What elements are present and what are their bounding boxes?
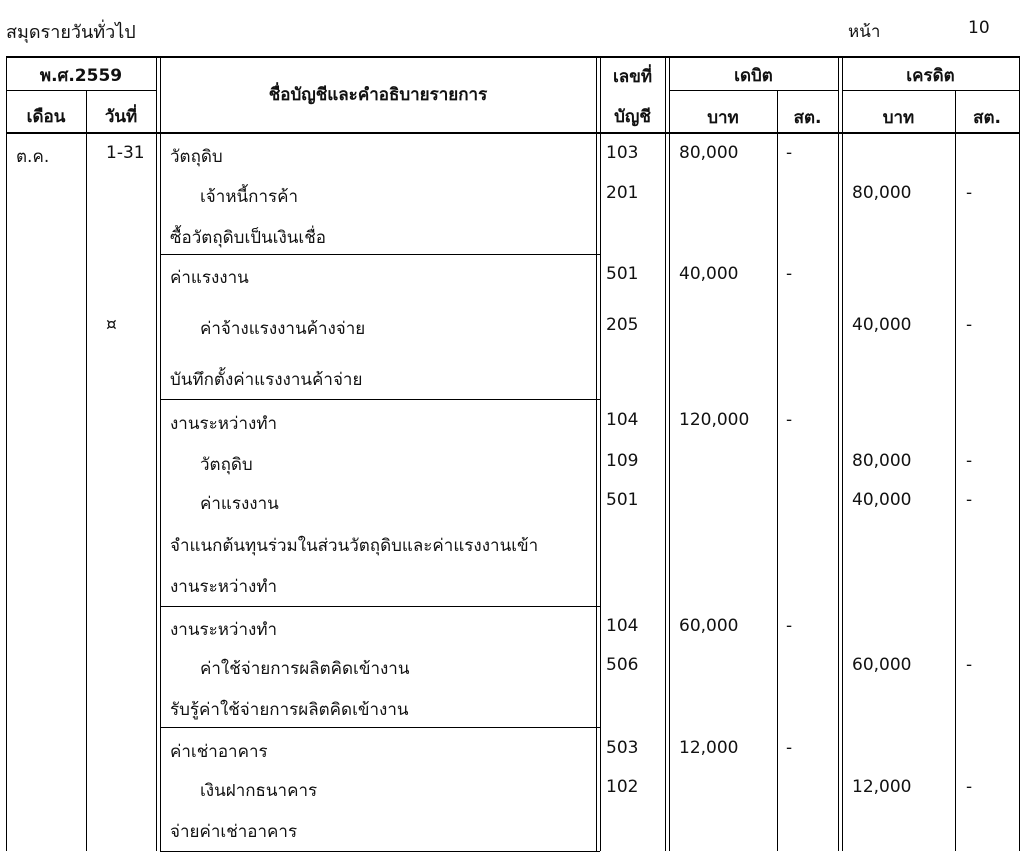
row-credit-amount: 80,000 <box>852 183 912 203</box>
row-description: วัตถุดิบ <box>170 147 223 167</box>
column-rule <box>160 56 161 851</box>
row-description: ค่าแรงงาน <box>200 494 279 514</box>
row-account-number: 103 <box>606 143 639 163</box>
header-day: วันที่ <box>104 107 138 127</box>
row-debit-satang: - <box>786 738 793 758</box>
row-credit-satang: - <box>966 315 973 335</box>
column-rule <box>600 56 601 851</box>
row-description: บันทึกตั้งค่าแรงงานค้าจ่าย <box>170 370 363 390</box>
row-account-number: 503 <box>606 738 639 758</box>
row-account-number: 201 <box>606 183 639 203</box>
row-description: เจ้าหนี้การค้า <box>200 187 299 207</box>
row-description: วัตถุดิบ <box>200 455 253 475</box>
column-rule <box>86 90 87 851</box>
row-credit-amount: 40,000 <box>852 490 912 510</box>
row-account-number: 104 <box>606 616 639 636</box>
row-description: ซื้อวัตถุดิบเป็นเงินเชื่อ <box>170 228 326 248</box>
header-debit-baht: บาท <box>707 108 739 128</box>
header-account-description: ชื่อบัญชีและคำอธิบายรายการ <box>268 85 488 105</box>
row-month: ต.ค. <box>16 147 50 167</box>
column-rule <box>6 56 7 851</box>
row-day: ¤ <box>106 315 117 335</box>
row-account-number: 205 <box>606 315 639 335</box>
column-rule <box>842 56 843 851</box>
row-description: ค่าจ้างแรงงานค้างจ่าย <box>200 319 366 339</box>
column-rule <box>669 56 670 851</box>
column-rule <box>777 90 778 851</box>
row-description: งานระหว่างทำ <box>170 414 278 434</box>
entry-separator <box>160 399 600 400</box>
row-credit-satang: - <box>966 777 973 797</box>
column-rule <box>955 90 956 851</box>
row-debit-amount: 40,000 <box>679 264 739 284</box>
row-credit-amount: 40,000 <box>852 315 912 335</box>
page-number: 10 <box>968 18 990 38</box>
row-account-number: 102 <box>606 777 639 797</box>
header-ref-line2: บัญชี <box>614 107 651 127</box>
header-bottom-border <box>6 132 1020 134</box>
header-credit-baht: บาท <box>882 108 915 128</box>
header-credit: เครดิต <box>906 66 955 86</box>
row-debit-amount: 120,000 <box>679 410 750 430</box>
row-description: ค่าใช้จ่ายการผลิตคิดเข้างาน <box>200 659 410 679</box>
row-description: จำแนกต้นทุนร่วมในส่วนวัตถุดิบและค่าแรงงานเข้า <box>170 536 539 556</box>
row-credit-amount: 12,000 <box>852 777 912 797</box>
row-account-number: 506 <box>606 655 639 675</box>
column-rule <box>596 56 597 851</box>
header-debit-satang: สต. <box>793 108 822 128</box>
row-debit-amount: 12,000 <box>679 738 739 758</box>
row-account-number: 104 <box>606 410 639 430</box>
column-rule <box>665 56 666 851</box>
entry-separator <box>160 851 600 852</box>
header-divider <box>670 90 838 91</box>
row-account-number: 501 <box>606 264 639 284</box>
header-divider <box>843 90 1020 91</box>
column-rule <box>156 56 157 851</box>
row-debit-satang: - <box>786 410 793 430</box>
row-debit-amount: 80,000 <box>679 143 739 163</box>
row-credit-amount: 60,000 <box>852 655 912 675</box>
header-month: เดือน <box>26 107 66 127</box>
row-debit-satang: - <box>786 143 793 163</box>
column-rule <box>1019 56 1020 851</box>
row-description: ค่าเช่าอาคาร <box>170 742 268 762</box>
entry-separator <box>160 606 600 607</box>
row-credit-satang: - <box>966 655 973 675</box>
row-debit-satang: - <box>786 616 793 636</box>
entry-separator <box>160 254 600 255</box>
row-description: งานระหว่างทำ <box>170 620 278 640</box>
header-divider <box>6 90 156 91</box>
row-description: เงินฝากธนาคาร <box>200 781 318 801</box>
row-credit-amount: 80,000 <box>852 451 912 471</box>
row-credit-satang: - <box>966 490 973 510</box>
row-description: จ่ายค่าเช่าอาคาร <box>170 822 298 842</box>
entry-separator <box>160 727 600 728</box>
header-credit-satang: สต. <box>973 108 1001 128</box>
row-credit-satang: - <box>966 183 973 203</box>
page-label: หน้า <box>848 22 881 42</box>
page-title: สมุดรายวันทั่วไป <box>6 22 136 43</box>
row-debit-amount: 60,000 <box>679 616 739 636</box>
row-description: งานระหว่างทำ <box>170 577 278 597</box>
table-top-border <box>6 56 1020 58</box>
header-debit: เดบิต <box>734 66 773 86</box>
row-description: ค่าแรงงาน <box>170 268 249 288</box>
column-rule <box>838 56 839 851</box>
row-description: รับรู้ค่าใช้จ่ายการผลิตคิดเข้างาน <box>170 700 409 720</box>
row-account-number: 109 <box>606 451 639 471</box>
row-account-number: 501 <box>606 490 639 510</box>
row-credit-satang: - <box>966 451 973 471</box>
header-ref-line1: เลขที่ <box>612 67 653 87</box>
row-day: 1-31 <box>106 143 145 163</box>
header-year: พ.ศ.2559 <box>39 66 123 86</box>
row-debit-satang: - <box>786 264 793 284</box>
